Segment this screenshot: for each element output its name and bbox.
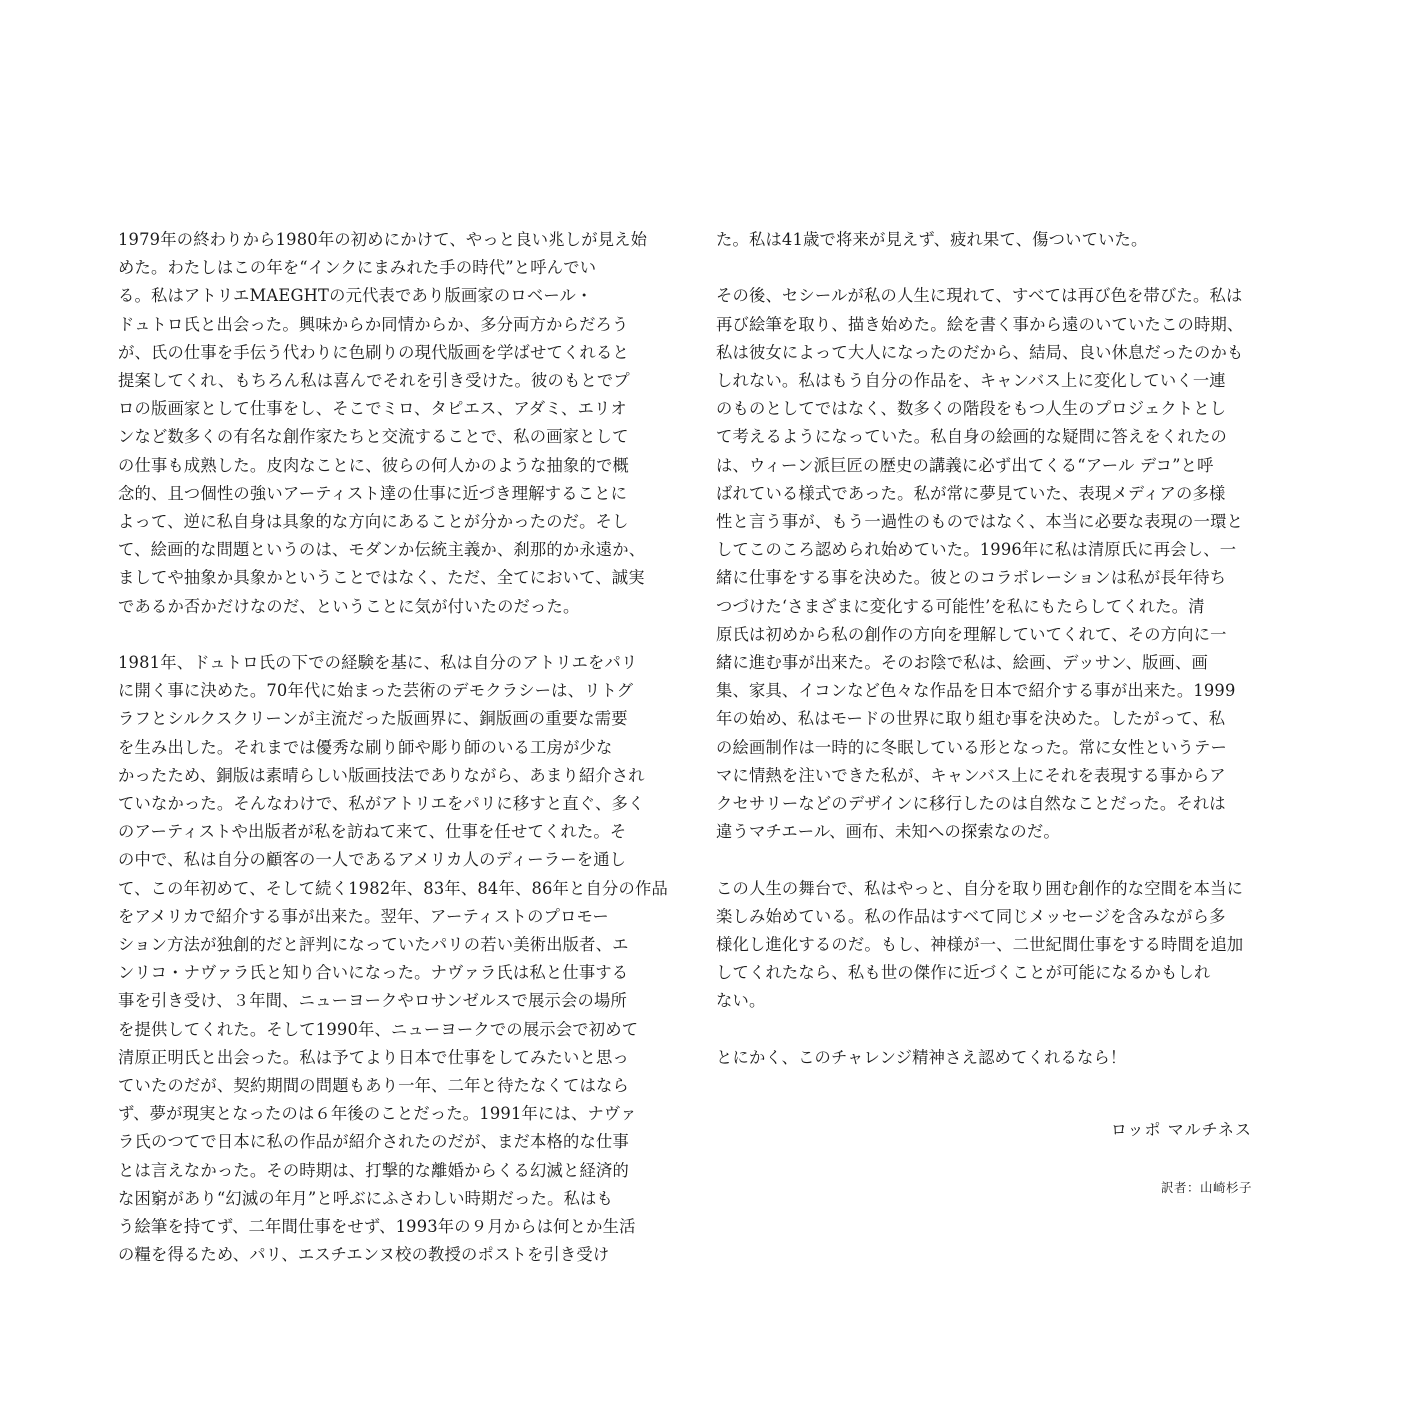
text-line: ず、夢が現実となったのは６年後のことだった。1991年には、ナヴァ: [118, 1104, 637, 1124]
text-line: 1981年、ドュトロ氏の下での経験を基に、私は自分のアトリエをパリ: [118, 653, 638, 673]
text-line: その後、セシールが私の人生に現れて、すべては再び色を帯びた。私は: [716, 286, 1243, 306]
text-line: の中で、私は自分の顧客の一人であるアメリカ人のディーラーを通し: [118, 850, 627, 870]
text-line: を生み出した。それまでは優秀な刷り師や彫り師のいる工房が少な: [118, 737, 613, 757]
text-line: 集、家具、イコンなど色々な作品を日本で紹介する事が出来た。1999: [716, 681, 1236, 701]
text-line: る。私はアトリエMAEGHTの元代表であり版画家のロベール・: [118, 286, 593, 306]
text-line: 私は彼女によって大人になったのだから、結局、良い休息だったのかも: [716, 342, 1244, 362]
text-line: ラ氏のつてで日本に私の作品が紹介されたのだが、まだ本格的な仕事: [118, 1132, 629, 1152]
text-line: ション方法が独創的だと評判になっていたパリの若い美術出版者、エ: [118, 935, 629, 955]
text-line: 様化し進化するのだ。もし、神様が一、二世紀間仕事をする時間を追加: [716, 935, 1244, 955]
right-column: [716, 226, 1272, 1072]
text-line: 事を引き受け、３年間、ニューヨークやロサンゼルスで展示会の場所: [118, 991, 627, 1011]
text-line: 提案してくれ、もちろん私は喜んでそれを引き受けた。彼のもとでプ: [118, 371, 630, 391]
text-line: めた。わたしはこの年を“インクにまみれた手の時代”と呼んでい: [118, 258, 597, 278]
text-line: の仕事も成熟した。皮肉なことに、彼らの何人かのような抽象的で概: [118, 455, 629, 475]
text-line: 原氏は初めから私の創作の方向を理解していてくれて、その方向に一: [716, 624, 1227, 644]
text-line: 年の始め、私はモードの世界に取り組む事を決めた。したがって、私: [716, 709, 1226, 729]
translator-credit: 訳者：山崎杉子: [1160, 1180, 1252, 1195]
text-line: とにかく、このチャレンジ精神さえ認めてくれるなら！: [716, 1047, 1127, 1067]
text-line: のアーティストや出版者が私を訪ねて来て、仕事を任せてくれた。そ: [118, 822, 627, 842]
text-line: 違うマチエール、画布、未知への探索なのだ。: [716, 822, 1060, 842]
text-line: た。私は41歳で将来が見えず、疲れ果て、傷ついていた。: [716, 230, 1148, 249]
paragraph-gap: [716, 1016, 1272, 1044]
text-line: て、この年初めて、そして続く1982年、83年、84年、86年と自分の作品: [118, 878, 668, 898]
text-line: ましてや抽象か具象かということではなく、ただ、全てにおいて、誠実: [118, 568, 645, 588]
text-line: を提供してくれた。そして1990年、ニューヨークでの展示会で初めて: [118, 1019, 639, 1039]
text-line: て、絵画的な問題というのは、モダンか伝統主義か、刹那的か永遠か、: [118, 540, 646, 560]
text-line: 緒に仕事をする事を決めた。彼とのコラボレーションは私が長年待ち: [716, 568, 1227, 588]
text-line: 性と言う事が、もう一過性のものではなく、本当に必要な表現の一環と: [716, 512, 1244, 532]
paragraph-gap: [118, 621, 674, 649]
text-line: が、氏の仕事を手伝う代わりに色刷りの現代版画を学ばせてくれると: [118, 342, 629, 362]
text-line: う絵筆を持てず、二年間仕事をせず、1993年の９月からは何とか生活: [118, 1217, 636, 1237]
text-line: つづけた‘さまざまに変化する可能性’を私にもたらしてくれた。清: [716, 596, 1205, 616]
text-line: のものとしてではなく、数多くの階段をもつ人生のプロジェクトとし: [716, 399, 1227, 419]
text-line: ていたのだが、契約期間の問題もあり一年、二年と待たなくてはなら: [118, 1076, 629, 1096]
text-line: 楽しみ始めている。私の作品はすべて同じメッセージを含みながら多: [716, 906, 1226, 926]
text-line: マに情熱を注いできた私が、キャンバス上にそれを表現する事からア: [716, 765, 1226, 785]
text-line: に開く事に決めた。70年代に始まった芸術のデモクラシーは、リトグ: [118, 681, 634, 701]
text-line: 念的、且つ個性の強いアーティスト達の仕事に近づき理解することに: [118, 483, 628, 503]
left-column: [118, 226, 674, 1270]
text-line: ていなかった。そんなわけで、私がアトリエをパリに移すと直ぐ、多く: [118, 794, 645, 814]
text-line: ンなど数多くの有名な創作家たちと交流することで、私の画家として: [118, 427, 629, 447]
text-line: は、ウィーン派巨匠の歴史の講義に必ず出てくる“アール デコ”と呼: [716, 455, 1214, 475]
text-line: ドュトロ氏と出会った。興味からか同情からか、多分両方からだろう: [118, 314, 629, 334]
text-line: 清原正明氏と出会った。私は予てより日本で仕事をしてみたいと思っ: [118, 1047, 629, 1067]
text-line: よって、逆に私自身は具象的な方向にあることが分かったのだ。そし: [118, 512, 629, 532]
text-line: な困窮があり“幻滅の年月”と呼ぶにふさわしい時期だった。私はも: [118, 1188, 614, 1208]
text-line: をアメリカで紹介する事が出来た。翌年、アーティストのプロモー: [118, 906, 609, 926]
author-signature: ロッポ マルチネス: [1110, 1120, 1252, 1139]
text-line: この人生の舞台で、私はやっと、自分を取り囲む創作的な空間を本当に: [716, 878, 1244, 898]
text-line: ラフとシルクスクリーンが主流だった版画界に、銅版画の重要な需要: [118, 709, 628, 729]
text-line: ンリコ・ナヴァラ氏と知り合いになった。ナヴァラ氏は私と仕事する: [118, 963, 629, 983]
text-line: してくれたなら、私も世の傑作に近づくことが可能になるかもしれ: [716, 963, 1211, 983]
text-line: 再び絵筆を取り、描き始めた。絵を書く事から遠のいていたこの時期、: [716, 314, 1244, 334]
text-line: ロの版画家として仕事をし、そこでミロ、タピエス、アダミ、エリオ: [118, 399, 627, 419]
text-line: の絵画制作は一時的に冬眠している形となった。常に女性というテー: [716, 737, 1227, 757]
text-line: かったため、銅版は素晴らしい版画技法でありながら、あまり紹介され: [118, 765, 645, 785]
paragraph-gap: [716, 846, 1272, 874]
text-line: て考えるようになっていた。私自身の絵画的な疑問に答えをくれたの: [716, 427, 1227, 447]
text-line: クセサリーなどのデザインに移行したのは自然なことだった。それは: [716, 794, 1226, 814]
text-line: 1979年の終わりから1980年の初めにかけて、やっと良い兆しが見え始: [118, 230, 648, 249]
text-line: しれない。私はもう自分の作品を、キャンバス上に変化していく一連: [716, 371, 1226, 390]
text-line: してこのころ認められ始めていた。1996年に私は清原氏に再会し、一: [716, 540, 1237, 560]
text-line: 緒に進む事が出来た。そのお陰で私は、絵画、デッサン、版画、画: [716, 653, 1208, 673]
text-line: であるか否かだけなのだ、ということに気が付いたのだった。: [118, 596, 580, 616]
text-line: とは言えなかった。その時期は、打撃的な離婚からくる幻滅と経済的: [118, 1160, 629, 1180]
text-line: の糧を得るため、パリ、エスチエンヌ校の教授のポストを引き受け: [118, 1245, 610, 1265]
text-line: ない。: [716, 991, 766, 1011]
paragraph-gap: [716, 254, 1272, 282]
text-line: ばれている様式であった。私が常に夢見ていた、表現メディアの多様: [716, 483, 1226, 503]
